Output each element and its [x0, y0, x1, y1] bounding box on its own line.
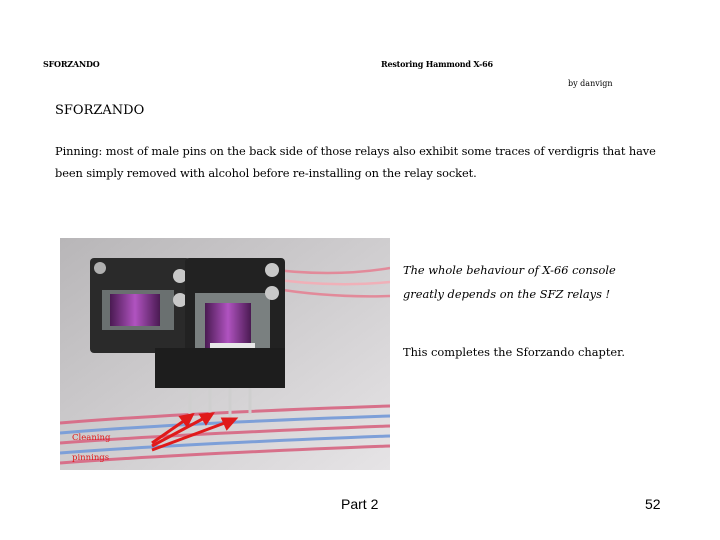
photo-callout	[72, 428, 110, 468]
callout-line-1: Cleaning	[72, 433, 111, 443]
body-paragraph: Pinning: most of male pins on the back side of those relays also exhibit some traces of verdigris that have been simply removed with alcohol before re-installing on the relay socket.	[55, 144, 656, 180]
header-center-label: Restoring Hammond X-66	[381, 59, 493, 69]
page-number: 52	[645, 496, 661, 512]
header-left-label: SFORZANDO	[43, 59, 100, 69]
callout-line-2: pinnings	[72, 453, 110, 463]
page-title: SFORZANDO	[55, 103, 145, 118]
italic-note: The whole behaviour of X-66 console greatly depends on the SFZ relays !	[403, 263, 616, 301]
header-author: by danvign	[568, 79, 613, 88]
footer-part-label: Part 2	[341, 496, 379, 512]
completion-note: This completes the Sforzando chapter.	[403, 345, 625, 359]
